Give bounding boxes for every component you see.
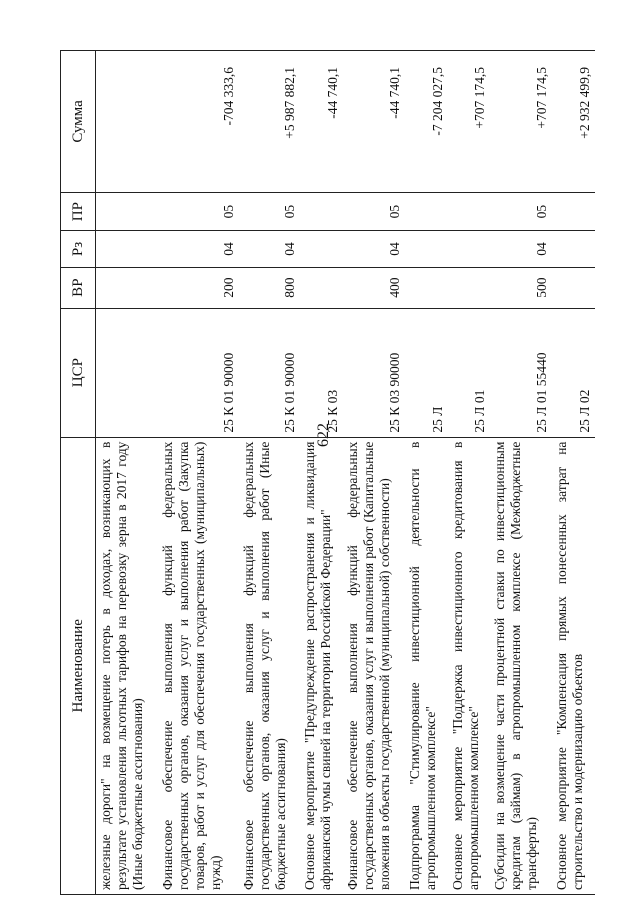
cell-name: Субсидии на возмещение части процентной ставки по инвестиционным кредитам (займам) в агропромышленном комплексе (Межбюджетные трансферты) bbox=[490, 437, 552, 894]
page-number: 622 bbox=[315, 423, 332, 447]
cell-name: Финансовое обеспечение выполнения функций федеральных государственных органов, оказания услуг и выполнения работ (Закупка товаров, работ и услуг для обеспечения государственных (муниципальных) нужд) bbox=[158, 437, 239, 894]
cell-pr bbox=[405, 192, 448, 231]
cell-pr bbox=[300, 192, 343, 231]
table-row bbox=[343, 51, 405, 895]
cell-pr bbox=[552, 192, 595, 231]
cell-sum: +2 932 499,9 bbox=[552, 51, 595, 193]
cell-csr: 25 К 01 90000 bbox=[158, 308, 239, 437]
budget-table bbox=[60, 50, 595, 895]
cell-rz: 04 bbox=[343, 231, 405, 267]
cell-vr: 500 bbox=[490, 267, 552, 308]
cell-csr: 25 Л bbox=[405, 308, 448, 437]
table-row bbox=[158, 51, 239, 895]
cell-pr bbox=[448, 192, 491, 231]
cell-name: Основное мероприятие "Предупреждение распространения и ликвидация африканской чумы свиней на территории Российской Федерации" bbox=[300, 437, 343, 894]
cell-rz: 04 bbox=[158, 231, 239, 267]
cell-name: Финансовое обеспечение выполнения функций федеральных государственных органов, оказания услуг и выполнения работ (Капитальные вложения в объекты государственной (муниципальной) собственности) bbox=[343, 437, 405, 894]
cell-pr: 05 bbox=[343, 192, 405, 231]
cell-vr bbox=[96, 267, 158, 308]
cell-vr bbox=[448, 267, 491, 308]
cell-rz bbox=[448, 231, 491, 267]
cell-csr: 25 Л 01 bbox=[448, 308, 491, 437]
cell-name: Подпрограмма "Стимулирование инвестиционной деятельности в агропромышленном комплексе" bbox=[405, 437, 448, 894]
cell-rz bbox=[552, 231, 595, 267]
cell-vr bbox=[300, 267, 343, 308]
cell-rz bbox=[96, 231, 158, 267]
cell-vr bbox=[405, 267, 448, 308]
table-row bbox=[552, 51, 595, 895]
table-row bbox=[490, 51, 552, 895]
table-header-row bbox=[61, 51, 96, 895]
cell-rz: 04 bbox=[239, 231, 301, 267]
cell-csr: 25 К 01 90000 bbox=[239, 308, 301, 437]
header-name: Наименование bbox=[61, 437, 96, 894]
table-row bbox=[239, 51, 301, 895]
header-vr: ВР bbox=[61, 267, 96, 308]
cell-pr: 05 bbox=[490, 192, 552, 231]
header-pr: ПР bbox=[61, 192, 96, 231]
header-csr: ЦСР bbox=[61, 308, 96, 437]
cell-csr: 25 К 03 90000 bbox=[343, 308, 405, 437]
cell-name: Основное мероприятие "Поддержка инвестиционного кредитования в агропромышленном комплексе" bbox=[448, 437, 491, 894]
cell-vr: 400 bbox=[343, 267, 405, 308]
cell-rz bbox=[300, 231, 343, 267]
header-sum: Сумма bbox=[61, 51, 96, 193]
cell-sum: +707 174,5 bbox=[490, 51, 552, 193]
cell-sum: +707 174,5 bbox=[448, 51, 491, 193]
cell-sum: -7 204 027,5 bbox=[405, 51, 448, 193]
cell-pr: 05 bbox=[158, 192, 239, 231]
cell-vr: 200 bbox=[158, 267, 239, 308]
cell-rz: 04 bbox=[490, 231, 552, 267]
cell-vr bbox=[552, 267, 595, 308]
cell-vr: 800 bbox=[239, 267, 301, 308]
cell-pr: 05 bbox=[239, 192, 301, 231]
table-row bbox=[405, 51, 448, 895]
cell-csr: 25 Л 01 55440 bbox=[490, 308, 552, 437]
cell-name: железные дороги" на возмещение потерь в доходах, возникающих в результате установления льготных тарифов на перевозку зерна в 2017 году (Иные бюджетные ассигнования) bbox=[96, 437, 158, 894]
cell-rz bbox=[405, 231, 448, 267]
header-rz: Рз bbox=[61, 231, 96, 267]
table-row bbox=[300, 51, 343, 895]
cell-csr bbox=[96, 308, 158, 437]
cell-csr: 25 Л 02 bbox=[552, 308, 595, 437]
cell-name: Финансовое обеспечение выполнения функций федеральных государственных органов, оказания услуг и выполнения работ (Иные бюджетные ассигнования) bbox=[239, 437, 301, 894]
table-row bbox=[96, 51, 158, 895]
cell-sum: -44 740,1 bbox=[343, 51, 405, 193]
table-row bbox=[448, 51, 491, 895]
cell-sum: +5 987 882,1 bbox=[239, 51, 301, 193]
cell-csr: 25 К 03 bbox=[300, 308, 343, 437]
cell-name: Основное мероприятие "Компенсация прямых понесенных затрат на строительство и модернизацию объектов bbox=[552, 437, 595, 894]
cell-sum: -704 333,6 bbox=[158, 51, 239, 193]
cell-sum: -44 740,1 bbox=[300, 51, 343, 193]
cell-pr bbox=[96, 192, 158, 231]
cell-sum bbox=[96, 51, 158, 193]
